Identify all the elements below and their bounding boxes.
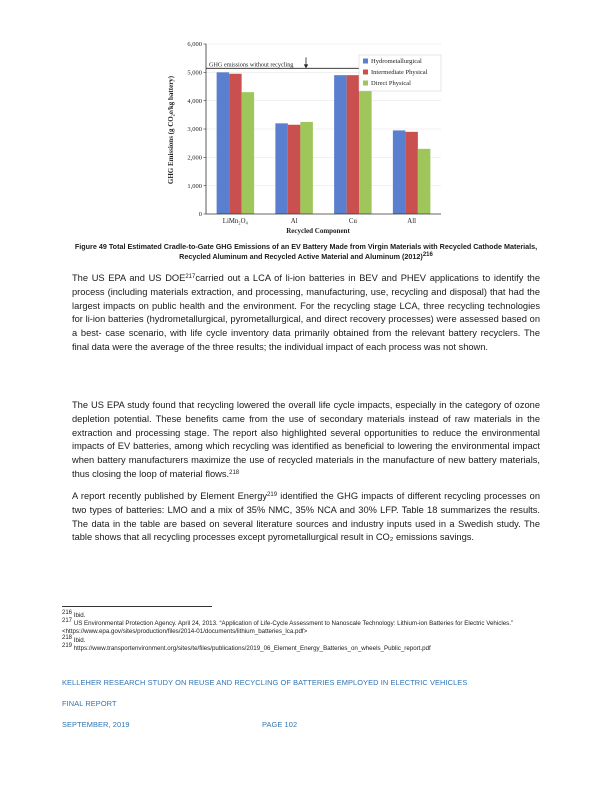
footnote-216 <box>62 612 542 620</box>
footer-date: SEPTEMBER, 2019 <box>62 720 130 729</box>
footer-page-number: PAGE 102 <box>262 720 298 729</box>
bar-hydrometallurgical <box>217 72 230 214</box>
chart-svg <box>160 36 446 238</box>
footnote-text: Ibid. <box>72 612 86 619</box>
paragraph-1-text-a: The US EPA and US DOE <box>72 273 186 283</box>
bar-direct-physical <box>242 92 255 214</box>
footnote-218 <box>62 637 542 645</box>
y-tick-label: 1,000 <box>187 182 202 190</box>
footer-title: KELLEHER RESEARCH STUDY ON REUSE AND RECYCLING OF BATTERIES EMPLOYED IN ELECTRIC VEHICLES <box>62 678 468 687</box>
bar-intermediate-physical <box>229 74 242 214</box>
legend-label: Intermediate Physical <box>371 69 428 77</box>
x-tick-label: Cu <box>348 218 357 225</box>
y-tick-label: 6,000 <box>187 41 202 49</box>
y-tick-label: 3,000 <box>187 126 202 134</box>
caption-footnote-ref: 216 <box>422 251 433 258</box>
legend-swatch <box>363 70 368 75</box>
footnote-number: 218 <box>62 635 73 641</box>
footnote-number: 216 <box>62 610 73 616</box>
bar-direct-physical <box>300 122 313 214</box>
legend-swatch <box>363 59 368 64</box>
bar-hydrometallurgical <box>334 75 347 214</box>
reference-line-label: GHG emissions without recycling <box>209 61 294 69</box>
reference-arrow-icon <box>304 57 308 68</box>
footnote-ref-219[interactable]: 219 <box>267 492 278 498</box>
footnote-number: 219 <box>62 643 73 649</box>
paragraph-1-text-b: carried out a LCA of li-ion batteries in BEV and PHEV applications to identify the process (including materials extraction, and processing, manufacturing, use, recycling and disposal) that had the largest impacts on public health and the environment. For the recycling stage LCA, three recycling technologies for li-ion batteries (hydrometallurgical, pyrometallurgical, and direct recovery processes) were assessed based on a best- case scenario, with life cycle inventory data primarily obtained from the relevant battery recyclers. The final data were the average of the three results; the individual impact of each process was not shown. <box>72 273 540 352</box>
chart-legend <box>359 55 441 91</box>
bar-direct-physical <box>359 74 372 214</box>
paragraph-3-text-b: identified the GHG impacts of different recycling processes on two types of batteries: LMO and a mix of 35% NMC, 35% NCA and 30% LFP. Table 18 summarizes the results. The data in the table are based on several literature sources and industry inputs used in a Swedish study. The table shows that all recycling processes except pyrometallurgical result in CO₂ emissions savings. <box>72 491 540 543</box>
bar-intermediate-physical <box>288 125 301 214</box>
footnote-divider <box>62 606 212 607</box>
footnote-217 <box>62 620 542 636</box>
paragraph-3-text-a: A report recently published by Element Energy <box>72 491 268 501</box>
bar-direct-physical <box>418 149 431 214</box>
paragraph-3 <box>72 490 540 545</box>
x-tick-label: LiMn₂O₄ <box>222 218 248 225</box>
paragraph-2-text: The US EPA study found that recycling lowered the overall life cycle impacts, especially in the category of ozone depletion potential. These benefits came from the use of secondary materials instead of raw materials in the extraction and processing stage. The report also highlighted several opportunities to reduce the environmental impacts of EV batteries, among which recycling was identified as beneficial to lowering the environmental impact when battery manufacturers maximize the use of recycled materials in the manufacture of new battery materials, thus closing the loop of material flows. <box>72 400 540 479</box>
caption-text: Figure 49 Total Estimated Cradle-to-Gate GHG Emissions of an EV Battery Made from Virgin Materials with Recycled Cathode Materials, Recycled Aluminum and Recycled Active Material and Aluminum (2012) <box>74 242 538 261</box>
x-axis-label: Recycled Component <box>286 227 350 235</box>
bar-intermediate-physical <box>347 75 360 214</box>
footnote-number: 217 <box>62 618 73 624</box>
paragraph-2 <box>72 399 540 482</box>
footer-report-label: FINAL REPORT <box>62 699 117 708</box>
footnote-text: Ibid. <box>72 637 86 644</box>
footnote-219 <box>62 645 542 653</box>
x-tick-label: All <box>407 218 416 225</box>
bar-hydrometallurgical <box>275 123 288 214</box>
y-tick-label: 2,000 <box>187 154 202 162</box>
legend-label: Direct Physical <box>371 80 411 88</box>
ghg-emissions-chart <box>160 36 446 238</box>
footnote-text[interactable]: https://www.transportenvironment.org/sites/te/files/publications/2019_06_Element_Energy_Batteries_on_wheels_Public_report.pdf <box>72 645 431 652</box>
legend-swatch <box>363 81 368 86</box>
figure-caption <box>72 242 540 261</box>
bar-intermediate-physical <box>405 132 418 214</box>
footnote-text[interactable]: US Environmental Protection Agency. April 24, 2013. “Application of Life-Cycle Assessment to Nanoscale Technology: Lithium-ion Batteries for Electric Vehicles.” <https://www.epa.gov/sites/production/files/2014-01/documents/lithium_batteries_lca.pdf> <box>62 620 514 636</box>
legend-label: Hydrometallurgical <box>371 58 422 66</box>
y-tick-label: 4,000 <box>187 97 202 105</box>
footnote-ref-217[interactable]: 217 <box>185 274 196 280</box>
bar-hydrometallurgical <box>393 130 406 214</box>
footnote-ref-218[interactable]: 218 <box>229 469 240 476</box>
arrow-head <box>304 64 308 68</box>
y-tick-label: 0 <box>198 211 202 219</box>
y-tick-label: 5,000 <box>187 69 202 77</box>
paragraph-1 <box>72 272 540 355</box>
x-tick-label: Al <box>290 218 298 225</box>
y-axis-label: GHG Emissions (g CO₂e/kg battery) <box>167 75 175 185</box>
